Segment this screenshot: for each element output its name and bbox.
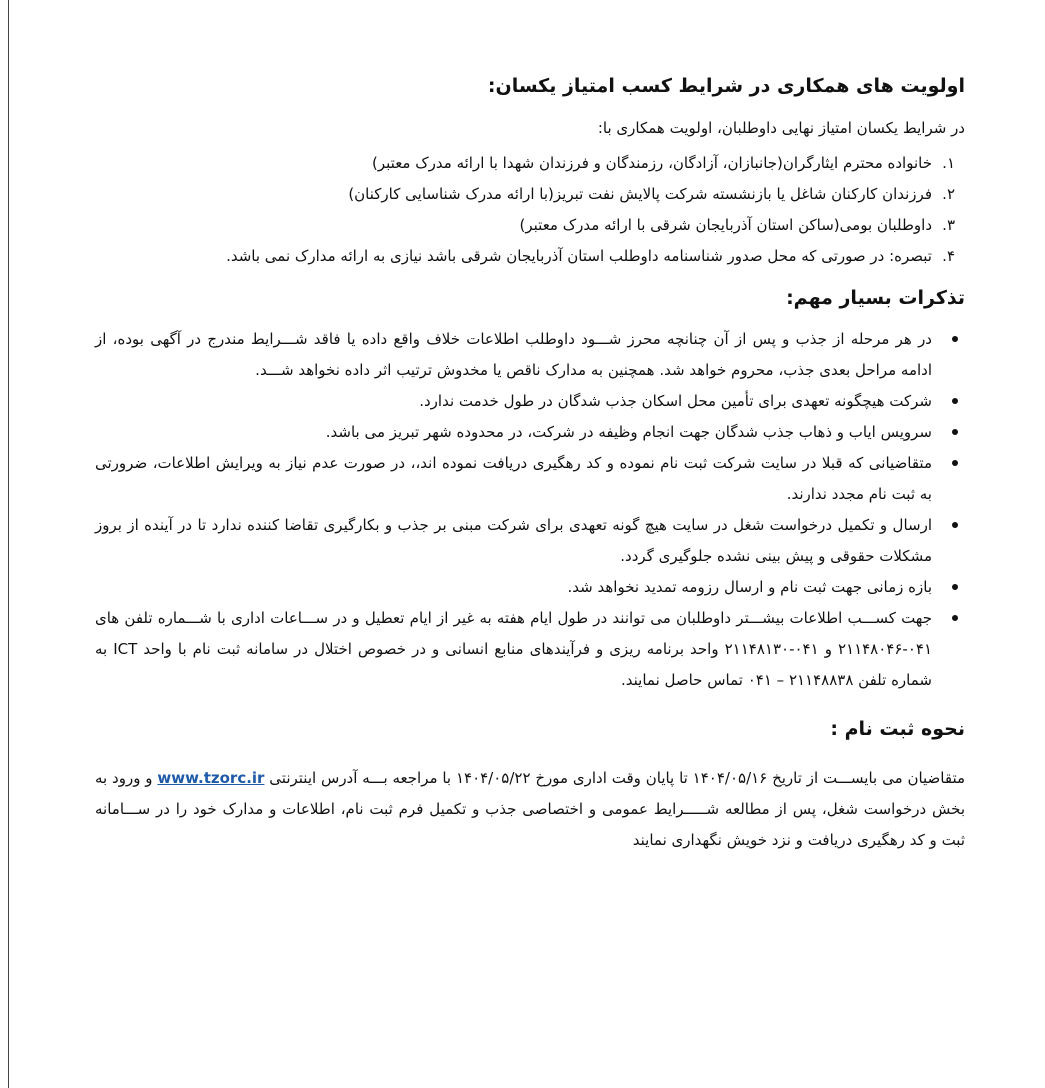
note-text: شرکت هیچگونه تعهدی برای تأمین محل اسکان جذب شدگان در طول خدمت ندارد. [419, 392, 932, 410]
priority-number: ۳. [942, 216, 955, 234]
bullet-icon [952, 522, 958, 528]
priority-intro: در شرایط یکسان امتیاز نهایی داوطلبان، اولویت همکاری با: [597, 119, 965, 137]
note-item [95, 417, 965, 448]
priority-list [95, 148, 965, 272]
priority-title: اولویت های همکاری در شرایط کسب امتیاز یکسان: [487, 75, 965, 97]
priority-item [95, 210, 965, 241]
page-edge-line [8, 0, 9, 1088]
registration-text-after-link: و ورود به بخش درخواست شغل، پس از مطالعه شـــــرایط عمومی و اختصاصی جذب و تکمیل فرم ثبت نام، اطلاعات و مدارک خود را در ســـامانه ثبت و کد رهگیری دریافت و نزد خویش نگهداری نمایند [95, 769, 965, 849]
bullet-icon [952, 460, 958, 466]
registration-title: نحوه ثبت نام : [830, 718, 965, 740]
note-item [95, 324, 965, 386]
note-text: جهت کســـب اطلاعات بیشـــتر داوطلبان می توانند در طول ایام هفته به غیر از ایام تعطیل و در ســـاعات اداری با شـــماره تلفن های ۰۴۱-۲۱۱۴۸۰۴۶ و ۰۴۱-۲۱۱۴۸۱۳۰ واحد برنامه ریزی و فرآیندهای منابع انسانی و در خصوص اختلال در سامانه ثبت نام با واحد ICT به شماره تلفن ۲۱۱۴۸۸۳۸ – ۰۴۱ تماس حاصل نمایند. [95, 609, 932, 689]
bullet-icon [952, 336, 958, 342]
registration-text-before-link: متقاضیان می بایســـت از تاریخ ۱۴۰۴/۰۵/۱۶ تا پایان وقت اداری مورخ ۱۴۰۴/۰۵/۲۲ با مراجعه بـــه آدرس اینترنتی [264, 769, 966, 787]
bullet-icon [952, 615, 958, 621]
priority-number: ۴. [942, 247, 955, 265]
note-text: ارسال و تکمیل درخواست شغل در سایت هیچ گونه تعهدی برای شرکت مبنی بر جذب و بکارگیری تقاضا کننده ندارد تا در آینده از بروز مشکلات حقوقی و پیش بینی نشده جلوگیری گردد. [95, 516, 932, 565]
priority-number: ۱. [942, 154, 955, 172]
bullet-icon [952, 429, 958, 435]
note-item [95, 510, 965, 572]
note-item [95, 572, 965, 603]
note-text: در هر مرحله از جذب و پس از آن چنانچه محرز شـــود داوطلب اطلاعات خلاف واقع داده یا فاقد شـــرایط مندرج در آگهی بوده، از ادامه مراحل بعدی جذب، محروم خواهد شد. همچنین به مدارک ناقص یا مخدوش ترتیب اثر داده نخواهد شـــد. [95, 330, 932, 379]
priority-item [95, 241, 965, 272]
note-item [95, 603, 965, 696]
priority-item [95, 179, 965, 210]
bullet-icon [952, 584, 958, 590]
website-link[interactable]: www.tzorc.ir [157, 769, 265, 787]
priority-text: خانواده محترم ایثارگران(جانبازان، آزادگان، رزمندگان و فرزندان شهدا با ارائه مدرک معتبر) [372, 154, 932, 172]
priority-text: تبصره: در صورتی که محل صدور شناسنامه داوطلب استان آذربایجان شرقی باشد نیازی به ارائه مدارک نمی باشد. [226, 247, 932, 265]
note-text: سرویس ایاب و ذهاب جذب شدگان جهت انجام وظیفه در شرکت، در محدوده شهر تبریز می باشد. [325, 423, 932, 441]
note-text: متقاضیانی که قبلا در سایت شرکت ثبت نام نموده و کد رهگیری دریافت نموده اند،، در صورت عدم نیاز به ویرایش اطلاعات، ضرورتی به ثبت نام مجدد ندارند. [95, 454, 932, 503]
priority-item [95, 148, 965, 179]
priority-text: فرزندان کارکنان شاغل یا بازنشسته شرکت پالایش نفت تبریز(با ارائه مدرک شناسایی کارکنان) [348, 185, 932, 203]
priority-number: ۲. [942, 185, 955, 203]
registration-text [95, 763, 965, 856]
notes-title: تذکرات بسیار مهم: [786, 287, 965, 309]
note-item [95, 386, 965, 417]
priority-text: داوطلبان بومی(ساکن استان آذربایجان شرقی با ارائه مدرک معتبر) [519, 216, 932, 234]
document-page [95, 70, 965, 856]
notes-list [95, 324, 965, 696]
bullet-icon [952, 398, 958, 404]
note-item [95, 448, 965, 510]
note-text: بازه زمانی جهت ثبت نام و ارسال رزومه تمدید نخواهد شد. [567, 578, 932, 596]
